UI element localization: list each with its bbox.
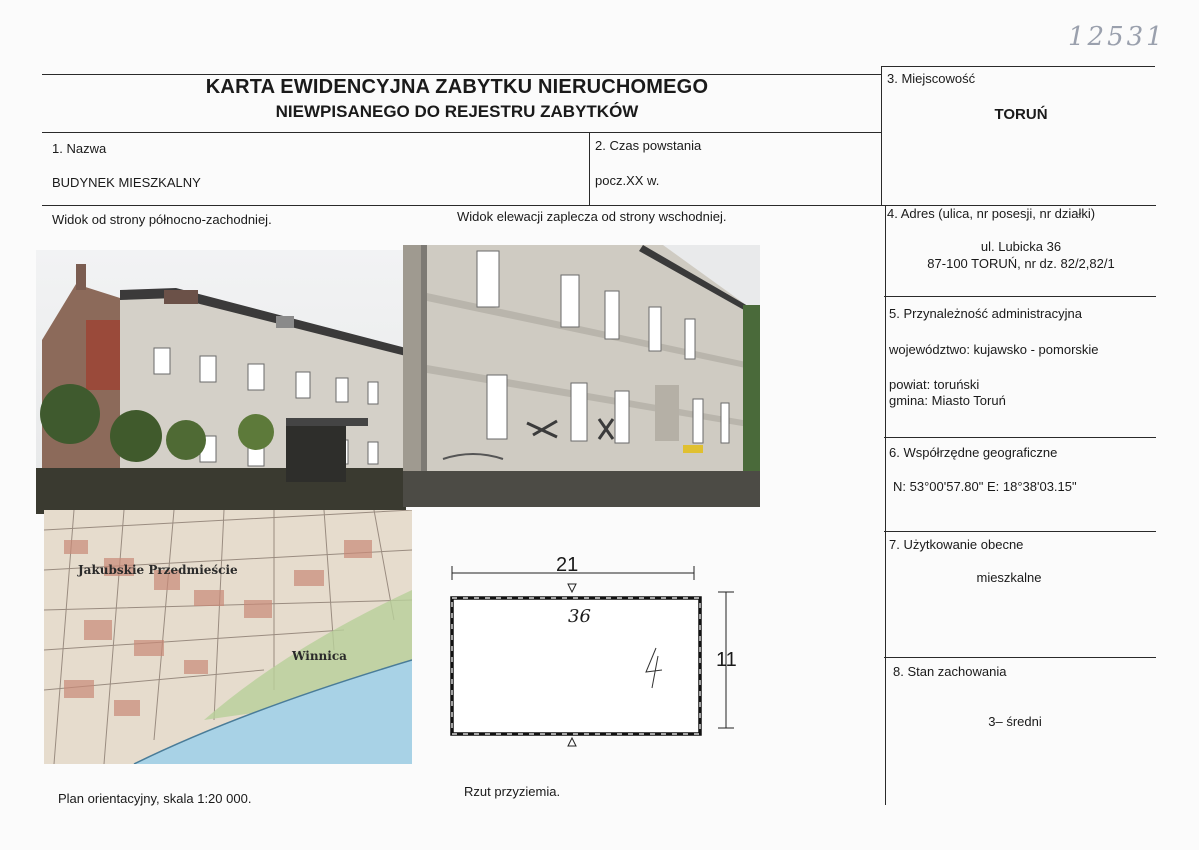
title-line1: KARTA EWIDENCYJNA ZABYTKU NIERUCHOMEGO [205, 76, 709, 98]
nazwa-value: BUDYNEK MIESZKALNY [52, 175, 201, 190]
stan-label: 8. Stan zachowania [893, 664, 1007, 679]
plan-depth-dimension: 11 [716, 649, 737, 671]
miejscowosc-value: TORUŃ [994, 106, 1048, 123]
czas-value: pocz.XX w. [595, 173, 660, 188]
rule-4 [884, 296, 1156, 297]
header-rule [42, 132, 882, 133]
plan-width-dimension: 21 [556, 554, 579, 576]
powiat-value: powiat: toruński [889, 377, 980, 392]
przynaleznosc-label: 5. Przynależność administracyjna [889, 306, 1082, 321]
caption-photo-right: Widok elewacji zaplecza od strony wschodniej. [457, 209, 727, 224]
top-rule [42, 74, 882, 75]
top-rule-right [882, 66, 1155, 67]
rule-6 [884, 531, 1156, 532]
map-label-winnica: Winnica [292, 649, 347, 663]
uzytkowanie-value: mieszkalne [976, 570, 1042, 585]
uzytkowanie-label: 7. Użytkowanie obecne [889, 537, 1024, 552]
right-divider-top [881, 66, 882, 206]
title-line2: NIEWPISANEGO DO REJESTRU ZABYTKÓW [275, 102, 639, 121]
handwritten-number: 12531 [1068, 22, 1166, 52]
photo-east-elevation [403, 245, 760, 507]
map-label-district: Jakubskie Przedmieście [78, 563, 238, 577]
wojewodztwo-value: województwo: kujawsko - pomorskie [889, 342, 1099, 357]
name-divider [589, 132, 590, 205]
miejscowosc-label: 3. Miejscowość [887, 71, 976, 86]
plan-building-number: 36 [568, 606, 591, 627]
plan-caption: Rzut przyziemia. [464, 784, 561, 799]
photo-northwest-view [36, 250, 406, 514]
stan-value: 3– średni [988, 714, 1042, 729]
adres-line2: 87-100 TORUŃ, nr dz. 82/2,82/1 [927, 256, 1115, 271]
orientation-map [44, 510, 412, 764]
wspolrzedne-value: N: 53°00'57.80" E: 18°38'03.15" [893, 479, 1077, 494]
rule-5 [884, 437, 1156, 438]
gmina-value: gmina: Miasto Toruń [889, 393, 1006, 408]
rule-7 [884, 657, 1156, 658]
czas-label: 2. Czas powstania [595, 138, 702, 153]
nazwa-label: 1. Nazwa [52, 141, 107, 156]
adres-line1: ul. Lubicka 36 [980, 239, 1062, 254]
caption-photo-left: Widok od strony północno-zachodniej. [52, 212, 272, 227]
adres-label: 4. Adres (ulica, nr posesji, nr działki) [887, 206, 1096, 221]
floor-plan [440, 556, 760, 756]
map-caption: Plan orientacyjny, skala 1:20 000. [58, 791, 252, 806]
wspolrzedne-label: 6. Współrzędne geograficzne [889, 445, 1058, 460]
